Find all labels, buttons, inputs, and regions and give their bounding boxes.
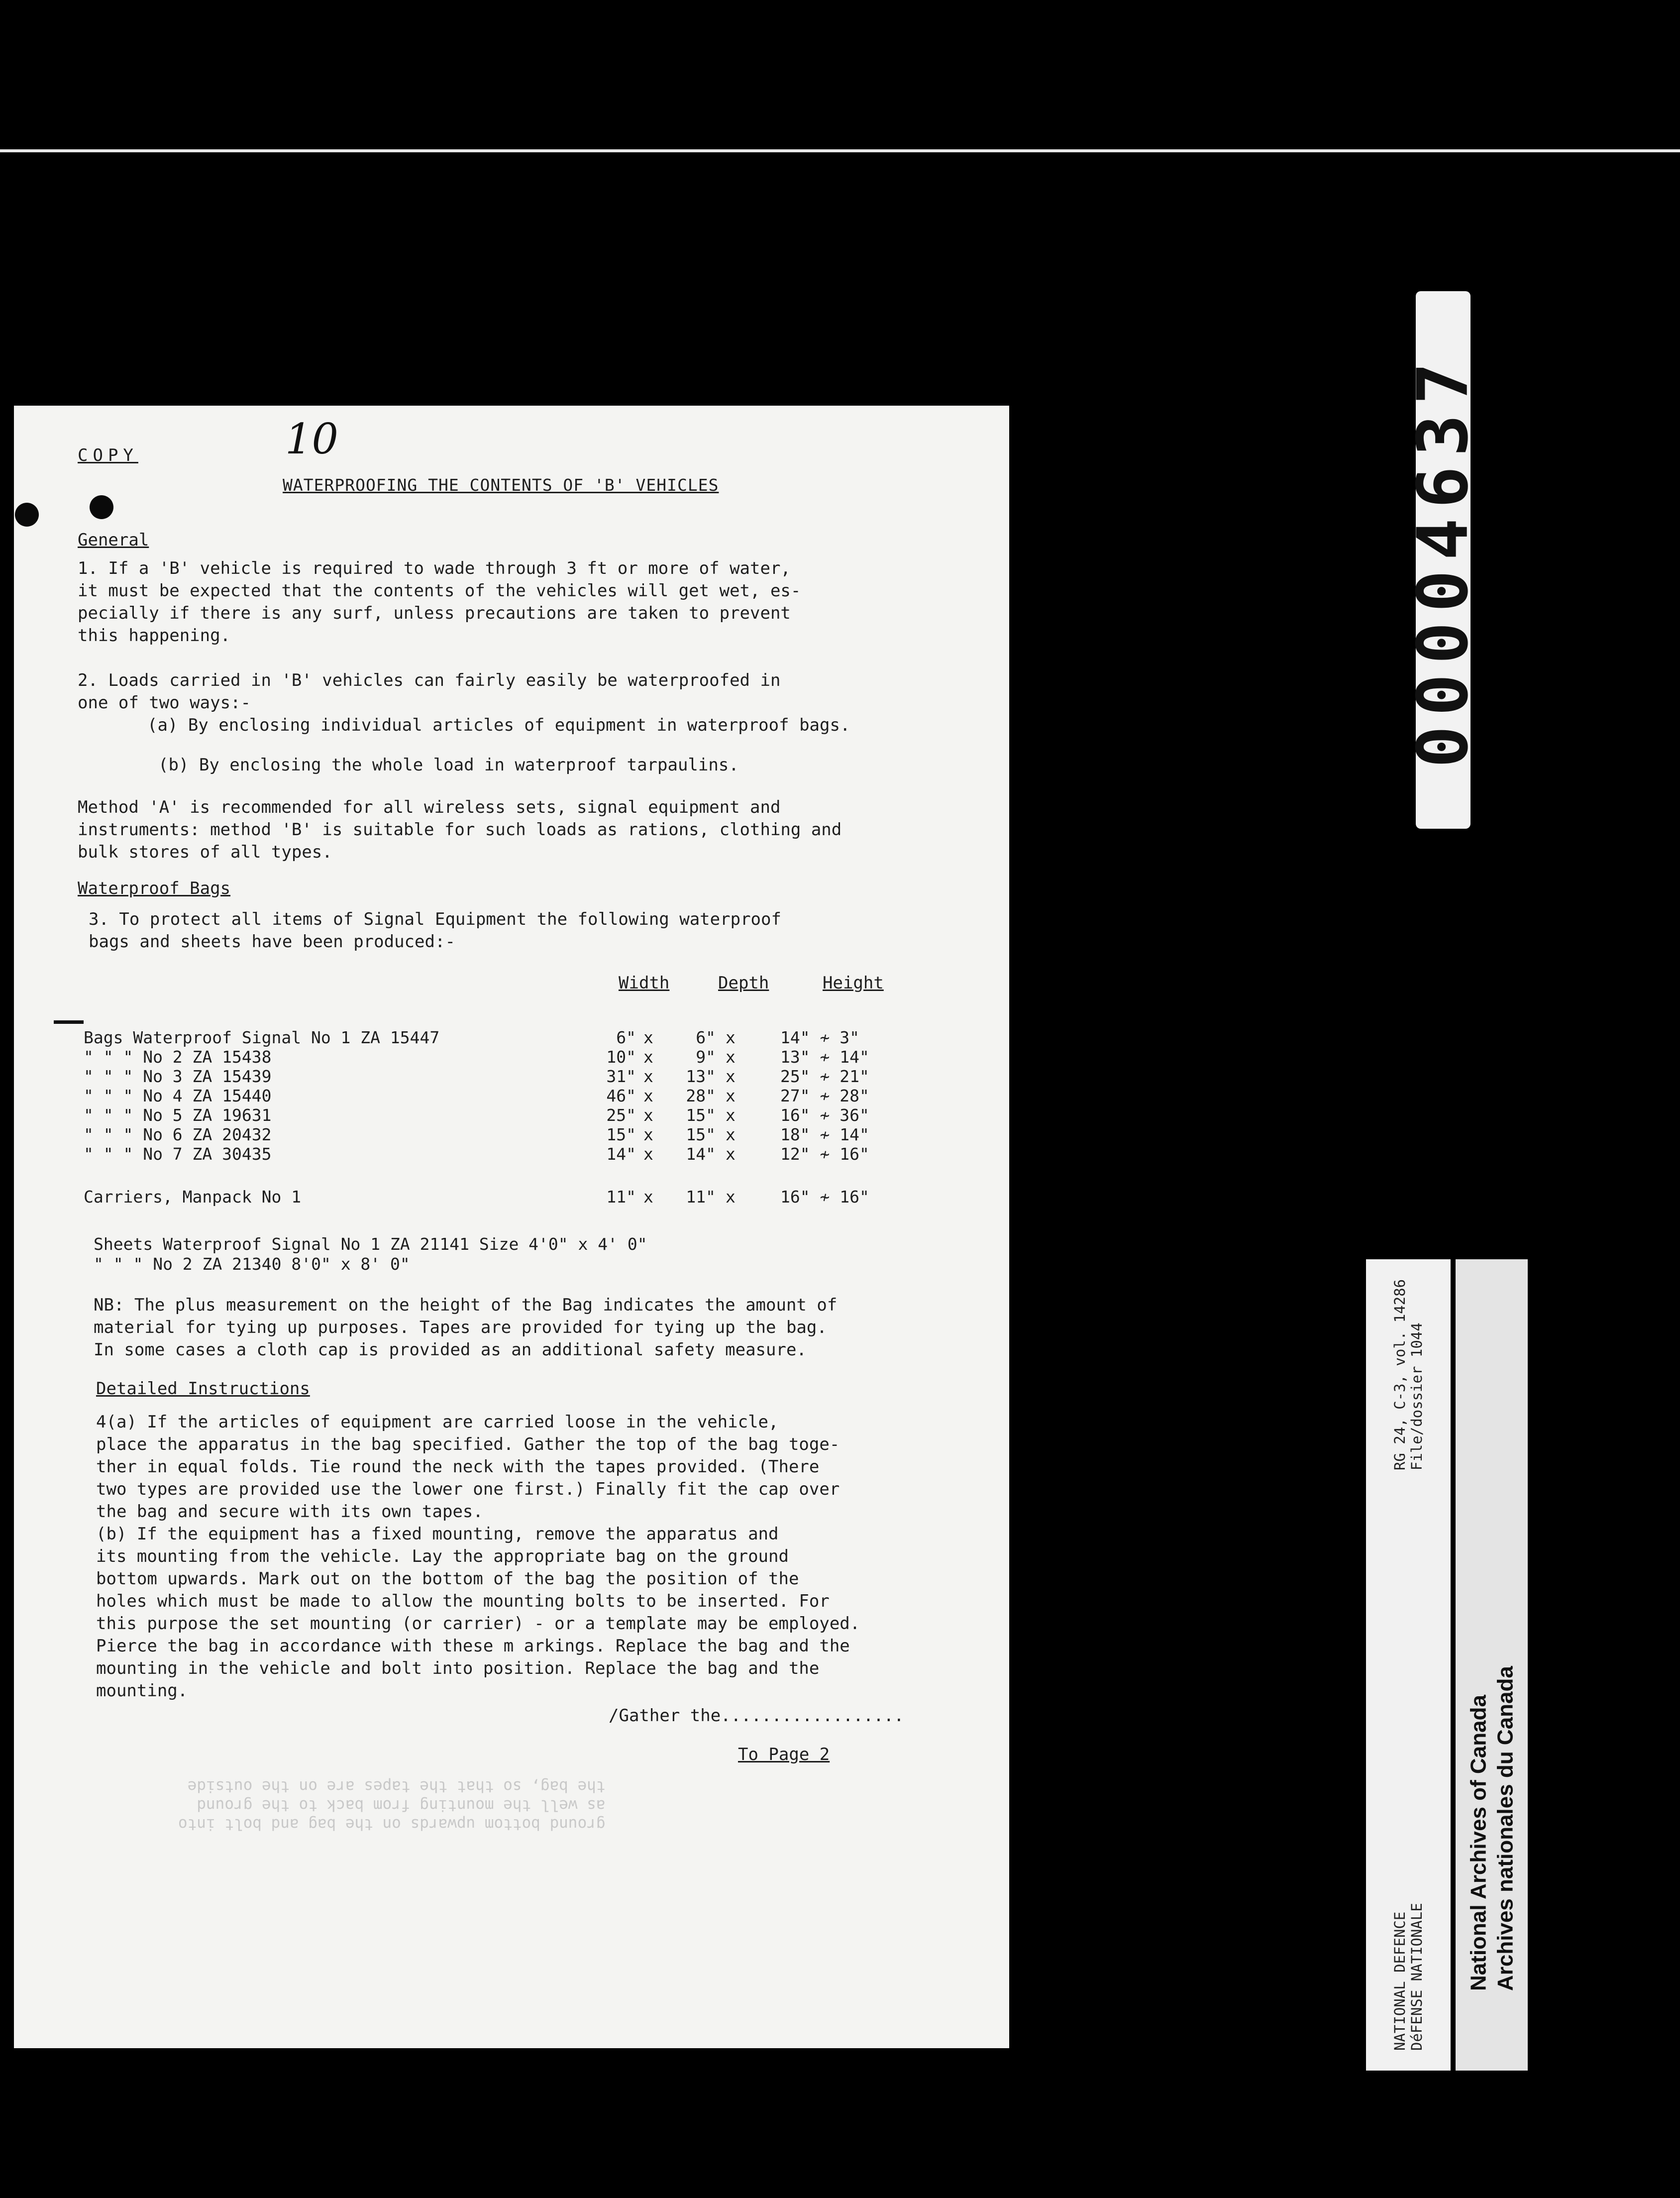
table-row: Bags Waterproof Signal No 1 ZA 15447 6" x 6" x 14" ≁ 3" bbox=[84, 1028, 859, 1047]
column-header-width: Width bbox=[619, 973, 670, 993]
paragraph-method: Method 'A' is recommended for all wireless sets, signal equipment and instruments: method 'B' is suitable for such loads as rations, clothing and bulk stores of all types. bbox=[78, 797, 842, 862]
punch-hole bbox=[15, 503, 39, 527]
paragraph-4a: 4(a) If the articles of equipment are carried loose in the vehicle, place the apparatus in the bag specified. Gather the top of the bag toge- ther in equal folds. Tie round the neck with the tapes provided. (There two types are provided use the lower one first.) Finally fit the cap over the bag and secure with its own tapes. bbox=[96, 1412, 840, 1522]
carrier-row: Carriers, Manpack No 1 11" x 11" x 16" ≁ 16" bbox=[84, 1187, 869, 1207]
document-title: WATERPROOFING THE CONTENTS OF 'B' VEHICLES bbox=[283, 475, 719, 495]
bag-table bbox=[84, 1028, 959, 1164]
nb-note: NB: The plus measurement on the height of the Bag indicates the amount of material for tying up purposes. Tapes are provided for tying up the bag. In some cases a cloth cap is provided as an additional safety measure. bbox=[94, 1295, 838, 1360]
table-row: " " " No 3 ZA 15439 31" x 13" x 25" ≁ 21" bbox=[84, 1067, 869, 1086]
paragraph-2: 2. Loads carried in 'B' vehicles can fairly easily be waterproofed in one of two ways:- (a) By enclosing individual articles of equipment in waterproof bags. bbox=[78, 670, 850, 735]
catchword: /Gather the.................. bbox=[609, 1706, 904, 1726]
archives-canada-label: National Archives of Canada Archives nationales du Canada bbox=[1456, 1259, 1528, 2071]
record-group-reference: RG 24, C-3, vol. 14286 File/dossier 1044 bbox=[1391, 1279, 1425, 1471]
table-row: " " " No 2 ZA 15438 10" x 9" x 13" ≁ 14" bbox=[84, 1047, 869, 1067]
table-row: " " " No 7 ZA 30435 14" x 14" x 12" ≁ 16" bbox=[84, 1144, 869, 1164]
microfilm-frame-number: 00004637 bbox=[1416, 291, 1470, 829]
document-page bbox=[14, 406, 1009, 2048]
paragraph-2b: (b) By enclosing the whole load in waterproof tarpaulins. bbox=[158, 755, 739, 775]
bleed-through-text: ground bottom upwards on the bag and bolt into as well the mounting from back to the ground the bag, so that the tapes are on the outside bbox=[178, 1777, 606, 1833]
punch-hole bbox=[90, 495, 113, 519]
margin-pen-mark bbox=[54, 1020, 84, 1024]
table-row: " " " No 4 ZA 15440 46" x 28" x 27" ≁ 28" bbox=[84, 1086, 869, 1105]
archive-reference-label bbox=[1366, 1259, 1451, 2071]
section-heading-detailed-instructions: Detailed Instructions bbox=[96, 1379, 310, 1399]
handwritten-page-number: 10 bbox=[285, 415, 338, 463]
paragraph-3: 3. To protect all items of Signal Equipment the following waterproof bags and sheets have been produced:- bbox=[89, 909, 781, 952]
column-header-depth: Depth bbox=[718, 973, 769, 993]
sheets-list: Sheets Waterproof Signal No 1 ZA 21141 Size 4'0" x 4' 0" " " " No 2 ZA 21340 8'0" x 8' 0" bbox=[94, 1234, 647, 1274]
table-row: " " " No 6 ZA 20432 15" x 15" x 18" ≁ 14" bbox=[84, 1125, 869, 1144]
page-continuation: To Page 2 bbox=[738, 1745, 830, 1764]
paragraph-4b: (b) If the equipment has a fixed mounting, remove the apparatus and its mounting from the vehicle. Lay the appropriate bag on the ground bottom upwards. Mark out on the bottom of the bag the position of the holes which must be made to allow the mounting bolts to be inserted. For this purpose the set mounting (or carrier) - or a template may be employed. Pierce the bag in accordance with these m arkings. Replace the bag and the mounting in the vehicle and bolt into position. Replace the bag and the mounting. bbox=[96, 1524, 860, 1701]
copy-mark: COPY bbox=[78, 445, 138, 465]
department-name: NATIONAL DEFENCE DéFENSE NATIONALE bbox=[1391, 1903, 1425, 2051]
section-heading-general: General bbox=[78, 530, 149, 550]
section-heading-waterproof-bags: Waterproof Bags bbox=[78, 879, 231, 898]
table-row: " " " No 5 ZA 19631 25" x 15" x 16" ≁ 36" bbox=[84, 1105, 869, 1125]
paragraph-1: 1. If a 'B' vehicle is required to wade through 3 ft or more of water, it must be expected that the contents of the vehicles will get wet, es- pecially if there is any surf, unless precautions are taken to prevent this happening. bbox=[78, 558, 801, 646]
column-header-height: Height bbox=[823, 973, 884, 993]
film-top-band bbox=[0, 0, 1680, 152]
